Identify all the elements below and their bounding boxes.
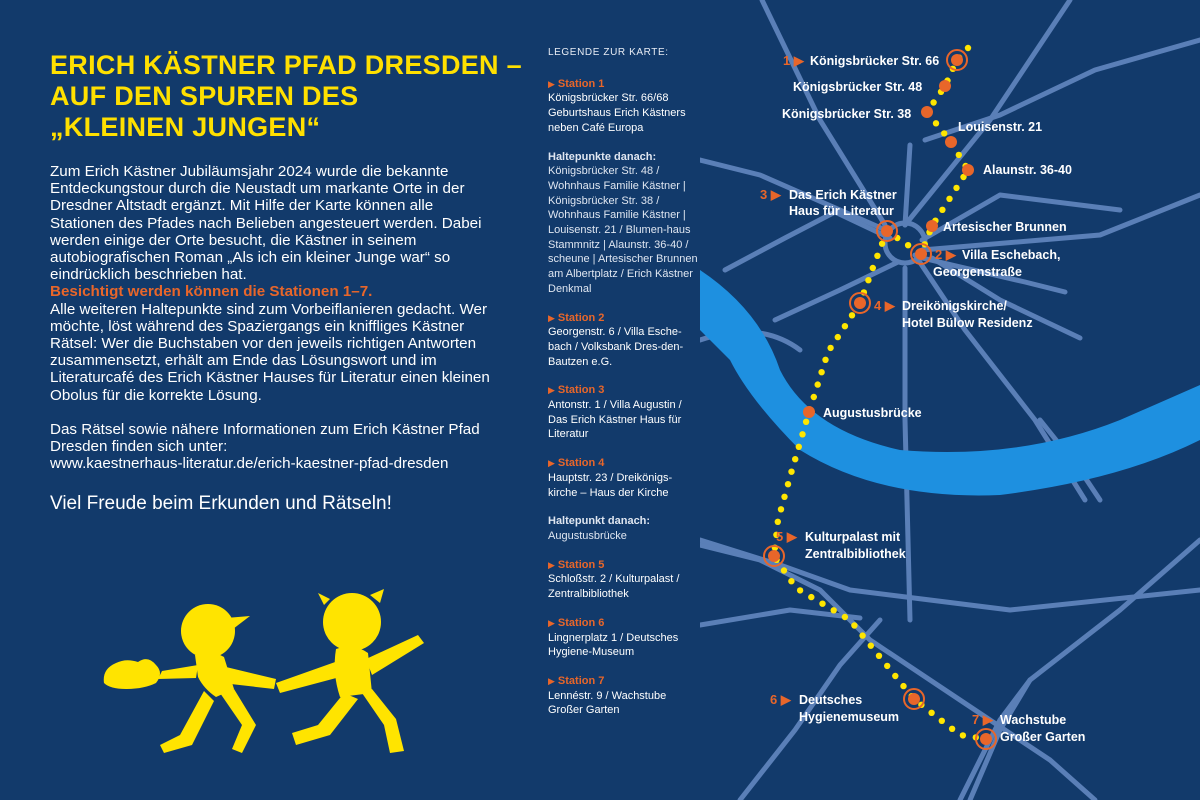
route-path [772,45,979,741]
triangle-right-icon: ▶ [548,617,555,628]
map-legend [548,46,698,732]
closing-text: Viel Freude beim Erkunden und Rätseln! [50,493,392,515]
route-dot [792,456,798,462]
station-marker-4[interactable] [850,293,870,313]
route-dot [842,323,848,329]
station-label: Villa Eschebach, [962,248,1061,262]
route-dot [892,673,898,679]
legend-entry-text: Georgenstr. 6 / Villa Esche-bach / Volksbank Dres-den-Bautzen e.G. [548,326,684,368]
route-dot [822,357,828,363]
halt-label: Artesischer Brunnen [943,220,1067,234]
station-label: Großer Garten [1000,730,1086,744]
station-label: Haus für Literatur [789,204,894,218]
legend-entry-station-5 [548,558,698,602]
legend-entry-halts [548,150,698,297]
route-dot [859,632,865,638]
halt-marker[interactable] [962,164,974,176]
route-dot [865,277,871,283]
station-number: 2 ▶ [935,247,956,262]
intro-paragraph: Zum Erich Kästner Jubiläumsjahr 2024 wurde die bekannte Entdeckungstour durch die Neustadt um markante Orte in der Dresdner Altstadt ergänzt. Mit Hilfe der Karte können alle Stationen des Pfades nach Belieben angesteuert werden. Dabei werden einige der Orte besucht, die Kästner in seinem autobiografischen Roman „Als ich ein kleiner Junge war“ so eindrücklich beschrieben hat. [50,163,482,284]
station-label: Das Erich Kästner [789,188,897,202]
route-dot [851,622,857,628]
route-dot [965,45,971,51]
route-dot [819,601,825,607]
title-line: AUF DEN SPUREN DES [50,81,359,111]
route-dot [788,469,794,475]
route-dot [900,683,906,689]
halt-marker[interactable] [939,80,951,92]
legend-entry-head: Station 2 [557,311,605,324]
route-dot [797,587,803,593]
street [905,145,910,225]
route-dot [799,431,805,437]
page-title [50,50,522,143]
station-label: Hygienemuseum [799,710,900,724]
legend-entry-text: Antonstr. 1 / Villa Augustin / Das Erich Kästner Haus für Literatur [548,399,682,441]
triangle-right-icon: ▶ [548,78,555,89]
route-dot [831,607,837,613]
station-label: Wachstube [1000,713,1067,727]
legend-entry-station-1 [548,77,698,136]
legend-entry-head: Station 6 [557,616,605,629]
legend-entry-text: Augustusbrücke [548,529,627,542]
route-dot [781,567,787,573]
route-dot [905,242,911,248]
station-number: 6 ▶ [770,692,791,707]
legend-entry-station-7 [548,674,698,718]
station-label: Hotel Bülow Residenz [902,316,1033,330]
route-dot [874,253,880,259]
legend-entry-head: Haltepunkt danach: [548,515,651,528]
intro-text [50,163,490,472]
station-label: Königsbrücker Str. 66 [810,54,940,68]
intro-highlight: Besichtigt werden können die Stationen 1–7. [50,283,373,301]
station-labels [760,53,1085,744]
intro-paragraph-2: Alle weiteren Haltepunkte sind zum Vorbeiflanieren gedacht. Wer möchte, löst während des Spaziergangs ein kniffliges Kästner Rätsel: Wer die Buchstaben vor den jeweils richtigen Antworten zusammensetzt, erhält am Ende das Lösungswort und im Literaturcafé des Erich Kästner Hauses für Literatur einen kleinen Obolus für die korrekte Lösung. [50,300,490,404]
triangle-right-icon: ▶ [548,385,555,396]
halt-marker[interactable] [921,106,933,118]
station-marker-1[interactable] [947,50,967,70]
route-dot [953,185,959,191]
route-dot [849,312,855,318]
route-map-svg[interactable] [700,0,1200,800]
route-dot [930,99,936,105]
triangle-right-icon: ▶ [548,559,555,570]
route-dot [870,265,876,271]
legend-entry-station-4 [548,456,698,500]
route-dot [876,653,882,659]
route-dot [960,732,966,738]
route-dot [808,594,814,600]
title-line: „KLEINEN JUNGEN“ [50,112,321,142]
legend-entry-text: Lingnerplatz 1 / Deutsches Hygiene-Museum [548,631,679,659]
station-marker-6[interactable] [904,689,924,709]
route-map[interactable] [700,0,1200,800]
halt-marker[interactable] [945,136,957,148]
route-dot [796,444,802,450]
halt-label: Louisenstr. 21 [958,120,1043,134]
route-dot [842,614,848,620]
triangle-right-icon: ▶ [548,312,555,323]
route-dot [818,369,824,375]
station-label: Deutsches [799,693,863,707]
legend-entry-station-2 [548,311,698,370]
route-dot [939,718,945,724]
children-silhouette-icon [100,585,440,760]
station-label: Zentralbibliothek [805,547,906,561]
route-dot [778,506,784,512]
route-dot [788,578,794,584]
legend-entry-halt-bridge [548,514,698,543]
title-line: ERICH KÄSTNER PFAD DRESDEN – [50,50,522,80]
legend-entry-head: Station 5 [557,558,605,571]
route-dot [868,643,874,649]
halt-label: Königsbrücker Str. 38 [782,107,912,121]
legend-entry-head: Station 7 [557,674,605,687]
route-dot [941,130,947,136]
station-number: 3 ▶ [760,187,781,202]
halt-marker[interactable] [926,220,938,232]
legend-entry-head: Station 3 [557,384,605,397]
route-dot [933,120,939,126]
route-dot [827,345,833,351]
route-dot [946,196,952,202]
legend-entry-text: Königsbrücker Str. 66/68 Geburtshaus Erich Kästners neben Café Europa [548,92,686,134]
street [970,540,1200,800]
halt-marker[interactable] [803,406,815,418]
legend-entry-text: Lennéstr. 9 / Wachstube Großer Garten [548,689,667,717]
halt-label: Alaunstr. 36-40 [983,163,1072,177]
route-dot [939,207,945,213]
halt-label: Königsbrücker Str. 48 [793,80,923,94]
legend-entry-text: Schloßstr. 2 / Kulturpalast / Zentralbibliothek [548,573,680,601]
route-dot [949,726,955,732]
legend-entry-station-3 [548,383,698,442]
route-dot [884,663,890,669]
triangle-right-icon: ▶ [548,675,555,686]
legend-entry-station-6 [548,616,698,660]
route-dot [811,394,817,400]
station-label: Dreikönigskirche/ [902,299,1007,313]
running-children-illustration [100,585,440,760]
route-dot [835,334,841,340]
website-link[interactable]: www.kaestnerhaus-literatur.de/erich-kaestner-pfad-dresden [50,455,449,473]
legend-entry-head: Station 4 [557,457,605,470]
route-dot [785,481,791,487]
station-number: 4 ▶ [874,298,895,313]
legend-entry-text: Hauptstr. 23 / Dreikönigs-kirche – Haus der Kirche [548,471,673,499]
route-dot [956,152,962,158]
station-number: 7 ▶ [972,712,993,727]
route-dot [928,710,934,716]
halt-label: Augustusbrücke [823,406,922,420]
station-label: Kulturpalast mit [805,530,901,544]
legend-entry-head: Haltepunkte danach: [548,150,657,163]
legend-title: LEGENDE ZUR KARTE: [548,47,669,58]
legend-entry-head: Station 1 [557,77,605,90]
intro-column [50,50,522,516]
route-dot [781,494,787,500]
station-number: 1 ▶ [783,53,804,68]
station-label: Georgenstraße [933,265,1022,279]
route-dot [803,419,809,425]
legend-entry-text: Königsbrücker Str. 48 / Wohnhaus Familie Kästner | Königsbrücker Str. 38 / Wohnhaus Familie Kästner | Louisenstr. 21 / Blumen-haus Stammnitz | Alaunstr. 36-40 / scheune | Artesischer Brunnen am Albertplatz / Erich Kästner Denkmal [548,165,698,295]
route-dot [775,519,781,525]
route-dot [815,381,821,387]
triangle-right-icon: ▶ [548,458,555,469]
station-number: 5 ▶ [776,529,797,544]
info-text: Das Rätsel sowie nähere Informationen zum Erich Kästner Pfad Dresden finden sich unter: [50,420,480,456]
